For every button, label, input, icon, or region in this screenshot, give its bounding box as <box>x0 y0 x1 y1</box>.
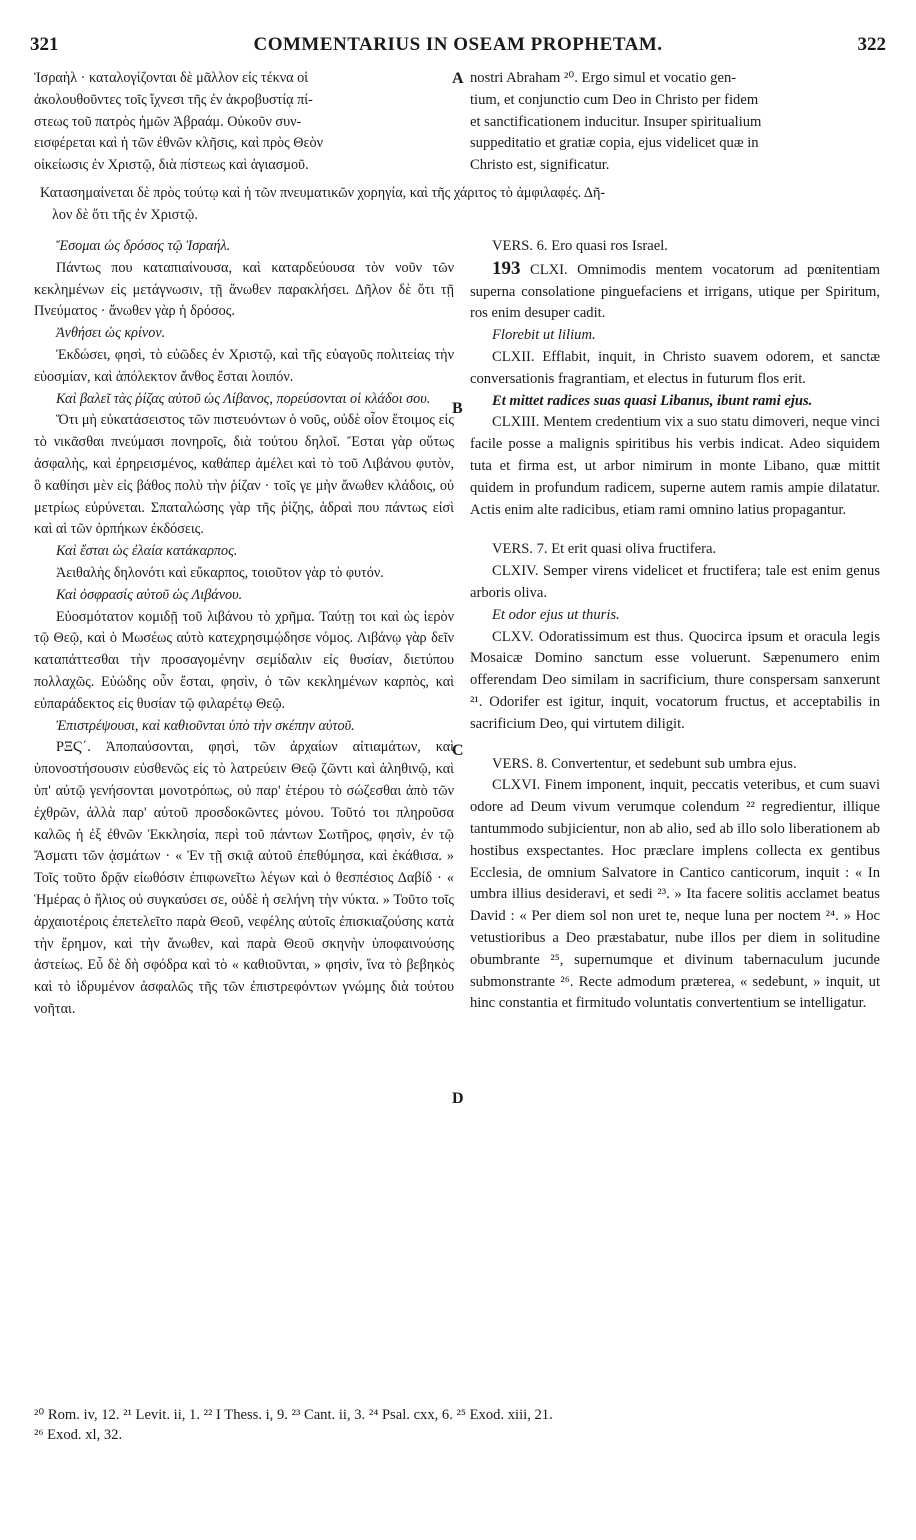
spacer <box>470 736 880 754</box>
latin-line: tium, et conjunctio cum Deo in Christo per fidem <box>470 91 759 108</box>
verse-heading: VERS. 7. Et erit quasi oliva fructifera. <box>492 541 717 558</box>
greek-column-top <box>34 68 454 177</box>
latin-line: suppeditatio et gratiæ copia, ejus videlicet quæ in <box>470 135 759 152</box>
commentary-paragraph: CLXII. Efflabit, inquit, in Christo suavem odorem, et sanctæ conversationis fragrantiam, et electus in futurum flos erit. <box>470 348 880 387</box>
greek-line: εισφέρεται καὶ ἡ τῶν ἐθνῶν κλῆσις, καὶ πρὸς Θεὸν <box>34 135 324 152</box>
margin-letter-c: C <box>452 742 464 759</box>
greek-line: λον δὲ ὅτι τῆς ἐν Χριστῷ. <box>52 206 198 223</box>
latin-column-top <box>470 68 880 177</box>
running-title: COMMENTARIUS IN OSEAM PROPHETAM. <box>253 34 663 55</box>
latin-line: Christo est, significatur. <box>470 157 610 174</box>
spacer <box>470 521 880 539</box>
full-width-greek <box>34 183 880 227</box>
latin-line: nostri Abraham ²⁰. Ergo simul et vocatio gen- <box>470 70 737 86</box>
margin-letter-a: A <box>452 70 464 87</box>
verse-heading: Ἔσομαι ὡς δρόσος τῷ Ἰσραήλ. <box>56 238 231 254</box>
paragraph-text: CLXI. Omnimodis mentem vocatorum ad pœnitentiam superna consolatione pinguefaciens et irrigans, utique per Spiritum, ros enim desuper cadit. <box>470 261 880 322</box>
verse-heading: VERS. 8. Convertentur, et sedebunt sub umbra ejus. <box>492 755 797 772</box>
verse-heading: Καὶ βαλεῖ τὰς ῥίζας αὐτοῦ ὡς Λίβανος, πορεύσονται οἱ κλάδοι σου. <box>56 390 431 407</box>
verse-heading: Florebit ut lilium. <box>492 327 596 344</box>
greek-line: ἀκολουθοῦντες τοῖς ἴχνεσι τῆς ἐν ἀκροβυστίᾳ πί- <box>34 91 313 108</box>
footnotes <box>34 1405 880 1445</box>
greek-line: Κατασημαίνεται δὲ πρὸς τούτῳ καὶ ἡ τῶν πνευματικῶν χορηγία, καὶ τῆς χάριτος τὸ ἀμφιλαφές. Δῆ- <box>40 185 606 201</box>
verse-heading: Ἀνθήσει ὡς κρίνον. <box>56 325 166 342</box>
commentary-paragraph: Πάντως που καταπιαίνουσα, καὶ καταρδεύουσα τὸν νοῦν τῶν κεκλημένων εἰς μετάγνωσιν, τῇ ἄνωθεν παρακλήσει. Δῆλον δὲ ὅτι τῇ Πνεύματος · ἄνωθεν γὰρ ἡ δρόσος. <box>34 259 454 320</box>
verse-heading-text: VERS. 6. Ero quasi ros Israel. <box>492 238 668 254</box>
footnote-line: ²⁰ Rom. iv, 12. ²¹ Levit. ii, 1. ²² I Thess. i, 9. ²³ Cant. ii, 3. ²⁴ Psal. cxx, 6. ²⁵ Exod. xiii, 21. <box>34 1407 553 1423</box>
verse-heading <box>470 236 880 258</box>
commentary-paragraph <box>470 258 880 325</box>
verse-heading: Καὶ ὀσφρασίς αὐτοῦ ὡς Λιβάνου. <box>56 586 243 603</box>
margin-letter-d: D <box>452 1090 464 1107</box>
page-number-right: 322 <box>857 34 886 55</box>
commentary-paragraph: CLXVI. Finem imponent, inquit, peccatis veteribus, et cum suavi odore ad Deum vivum verumque colendum ²² regredientur, illique tantummodo subjicientur, non ab alio, sed ab illo solo liberationem ab hostibus exspectantes. Hoc præclare implens collecta ex gentibus Ecclesia, de omnium Salvatore in Cantico canticorum, inquit : « In umbra illius desideravi, et sedi ²³. » Ita facere solitis acclamet beatus David : « Per diem sol non uret te, neque luna per noctem ²⁴. » Hoc vetustioribus a Deo præstabatur, nube illos per diem in solitudine obumbrante ²⁵, supernumque et divinum tabernaculum jucunde submonstrante ²⁶. Recte admodum præterea, « sedebunt, » inquit, ut hinc constantia et firmitudo voluntatis convertentium se intelligatur. <box>470 777 880 1012</box>
greek-line: οἰκείωσις ἐν Χριστῷ, διὰ πίστεως καὶ ἁγιασμοῦ. <box>34 157 309 174</box>
verse-heading: Et mittet radices suas quasi Libanus, ibunt rami ejus. <box>492 392 813 409</box>
greek-line: Ἰσραὴλ · καταλογίζονται δὲ μᾶλλον εἰς τέκνα οἱ <box>34 70 309 86</box>
margin-letter-b: B <box>452 400 463 417</box>
latin-line: et sanctificationem inducitur. Insuper spiritualium <box>470 113 762 130</box>
commentary-paragraph: Ὅτι μὴ εὐκατάσειστος τῶν πιστευόντων ὁ νοῦς, οὐδὲ οἷον ἕτοιμος εἰς τὸ νικᾶσθαι πνεύμασι πονηροῖς, διὰ τούτου δηλοῖ. Ἔσται γὰρ οὕτως ἀσφαλὴς, καὶ ἐρηρεισμένος, καθάπερ ἀμέλει καὶ τὸ τοῦ Λιβάνου φυτὸν, ὃ καθίησι μὲν εἰς βάθος πολὺ τὴν ῥίζαν · τοῖς γε μὴν ἄνωθεν κλάδοις, οὐ μετρίως εὐρύνεται. Σπαταλώσης γὰρ τῆς ῥίζης, ἁδραὶ που πάντως εἰσὶ καὶ αἱ τῶν ὀρπήκων ἐκδόσεις. <box>34 412 454 538</box>
commentary-paragraph: CLXV. Odoratissimum est thus. Quocirca ipsum et oracula legis Mosaicæ Domino sanctum esse voluerunt. Sæpenumero enim offerendam Deo similam in sacrificium, thure conspersam sanxerunt ²¹. Odorifer est igitur, inquit, vocatorum fructus, et acceptabilis in sacrificium Deo, qui virtutem diligit. <box>470 628 880 732</box>
greek-line: στεως τοῦ πατρὸς ἡμῶν Ἀβραάμ. Οὐκοῦν συν- <box>34 113 302 130</box>
commentary-paragraph: CLXIII. Mentem credentium vix a suo statu dimoveri, neque vinci facile posse a malignis spiritibus his verbis indicat. Adeo siquidem tuta et firma est, ut arbor nimirum in monte Libano, quæ mittit quidem in profundum radicem, superne autem ramis ampie dilatatur. Actis enim alte radicibus, etiam rami omnino latius propagantur. <box>470 414 880 518</box>
page-number-left: 321 <box>30 34 59 55</box>
greek-column <box>34 236 454 1021</box>
commentary-paragraph: ΡΞϚ΄. Ἀποπαύσονται, φησὶ, τῶν ἀρχαίων αἰτιαμάτων, καὶ ὑπονοστήσουσιν εὐσθενῶς εἰς τὸ λατρεύειν Θεῷ ζῶντι καὶ ἀληθινῷ, καὶ ὑπ' αὐτῷ γενήσονται μονοτρόπως, οὐ παρ' ἑτέρου τὸ σώζεσθαι ἀπὸ τῶν ἐχθρῶν, ἀλλὰ παρ' αὐτοῦ προσδοκῶντες μόνου. Τοῦτό τοι πληροῦσα καλῶς ἡ ἐξ ἐθνῶν Ἐκκλησία, περὶ τοῦ πάντων Σωτῆρος, φησὶν, ἐν τῷ Ἄσματι τῶν ᾀσμάτων · « Ἐν τῇ σκιᾷ αὐτοῦ ἐπεθύμησα, καὶ ἐκάθισα. » Τοῖς τοῦτο δρᾷν εἰωθόσιν ἐπιφωνεῖτω λέγων καὶ ὁ θεσπέσιος Δαβίδ · « Ἡμέρας ὁ ἥλιος οὐ συγκαύσει σε, οὐδὲ ἡ σελήνη τὴν νύκτα. » Τοῦτο τοῖς ἀρχαιοτέροις ἐπετελεῖτο παρὰ Θεοῦ, νεφέλης αὐτοῖς ἐπισκιαζούσης κατὰ τὴν ἔρημον, καὶ τὴν ἄνωθεν, καὶ παρὰ Θεοῦ σκηνὴν ὑποφαινούσης ἀστείως. Εὖ δὲ δὴ σφόδρα καὶ τὸ « καθιοῦνται, » φησὶν, ἵνα τὸ βεβηκὸς καὶ τὸ ἱδρυμένον ἀσφαλῶς τῆς τῶν ἐπιστρεφόντων γνώμης διὰ τούτου νοῆται. <box>34 739 454 1017</box>
column-number: 193 <box>492 257 521 279</box>
commentary-paragraph: Ἀειθαλὴς δηλονότι καὶ εὔκαρπος, τοιοῦτον γὰρ τὸ φυτόν. <box>56 564 384 581</box>
commentary-paragraph: Εὐοσμότατον κομιδῇ τοῦ λιβάνου τὸ χρῆμα. Ταύτῃ τοι καὶ ὡς ἱερὸν τῷ Θεῷ, καὶ ὁ Μωσέως αὐτὸ κατεχρησιμῴδησε νόμος. Λιβάνῳ γὰρ δεῖν καταπάττεσθαι τὴν προσαγομένην σεμίδαλιν εἰς θυσίαν, διετύπου πολλαχῶς. Εὐώδης οὖν ἔσται, φησὶν, ὁ τῶν κεκλημένων καρπὸς, καὶ εὐπαράδεκτος εἰς θυσίαν τῷ φιλαρέτῳ Θεῷ. <box>34 608 454 712</box>
latin-column <box>470 236 880 1015</box>
page-header <box>30 34 886 58</box>
verse-heading: Ἐπιστρέψουσι, καὶ καθιοῦνται ὑπὸ τὴν σκέπην αὐτοῦ. <box>56 717 355 734</box>
commentary-paragraph: CLXIV. Semper virens videlicet et fructifera; tale est enim genus arboris oliva. <box>470 563 880 601</box>
verse-heading: Et odor ejus ut thuris. <box>492 606 620 623</box>
footnote-line: ²⁶ Exod. xl, 32. <box>34 1427 123 1443</box>
commentary-paragraph: Ἐκδώσει, φησὶ, τὸ εὐῶδες ἐν Χριστῷ, καὶ τῆς εὐαγοῦς πολιτείας τὴν εὐοσμίαν, καὶ ἀπόλεκτον ἄνθος ἔσται λοιπόν. <box>34 346 454 385</box>
verse-heading: Καὶ ἔσται ὡς ἐλαία κατάκαρπος. <box>56 543 238 560</box>
